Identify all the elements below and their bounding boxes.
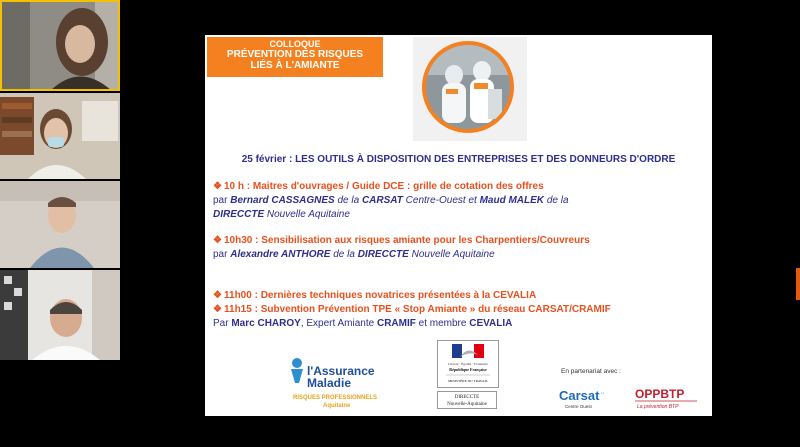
oppbtp-text: OPPBTP <box>635 387 685 401</box>
date-heading: 25 février : LES OUTILS À DISPOSITION DES ENTREPRISES ET DES DONNEURS D'ORDRE <box>241 154 676 165</box>
agenda-item-3-title: 11h00 : Dernières techniques novatrices présentées à la CEVALIA <box>224 290 537 301</box>
speaker-connector: de la <box>330 249 358 260</box>
assurance-sub-1: RISQUES PROFESSIONNELS <box>293 395 378 401</box>
participant-video-1 <box>0 0 120 91</box>
republique-francaise-logo <box>437 340 499 388</box>
assurance-maladie-logo <box>285 353 380 413</box>
colloque-title-badge <box>207 37 383 77</box>
rf-motto: Liberté · Égalité · Fraternité <box>448 362 488 366</box>
speaker-connector: de la <box>544 195 569 206</box>
participant-video-4 <box>0 270 120 360</box>
agenda-item-3-title-row <box>213 289 708 303</box>
speaker-connector: de la <box>334 195 362 206</box>
speaker-org: CEVALIA <box>469 318 513 329</box>
participant-video-2 <box>0 93 120 179</box>
participant-tile-3[interactable] <box>0 181 120 268</box>
badge-line-2: PRÉVENTION DES RISQUES <box>226 49 364 61</box>
speaker-name: Marc CHAROY <box>231 318 301 329</box>
speaker-org: DIRECCTE <box>357 249 409 260</box>
participant-tile-2[interactable] <box>0 93 120 179</box>
carsat-text: Carsat <box>559 388 600 403</box>
direccte-logo <box>437 391 497 409</box>
speaker-connector: , Expert Amiante <box>300 318 377 329</box>
speaker-org: CARSAT <box>361 195 403 206</box>
rf-name: République Française <box>449 367 487 372</box>
agenda-item-4-speakers <box>213 317 708 331</box>
bullet-diamond-icon: ❖ <box>213 290 222 301</box>
assurance-text-1: l'Assurance <box>307 364 375 378</box>
bullet-diamond-icon: ❖ <box>213 181 222 192</box>
participant-video-3 <box>0 181 120 268</box>
agenda-item-2-title-row <box>213 234 708 248</box>
window-edge-accent <box>796 268 800 300</box>
agenda-item-1 <box>213 180 708 222</box>
agenda-item-4 <box>213 303 708 331</box>
speaker-connector: Nouvelle Aquitaine <box>264 209 350 220</box>
speaker-name: Bernard CASSAGNES <box>230 195 335 206</box>
carsat-logo <box>557 387 619 411</box>
badge-line-3: LIÉS À L'AMIANTE <box>250 60 340 72</box>
speaker-connector: et membre <box>415 318 470 329</box>
agenda-item-2-speakers <box>213 248 708 262</box>
speaker-name: Alexandre ANTHORE <box>230 249 331 260</box>
speaker-connector: Nouvelle Aquitaine <box>408 249 495 260</box>
speaker-name: Maud MALEK <box>479 195 545 206</box>
rf-ministry: MINISTÈRE DU TRAVAIL <box>448 379 488 383</box>
badge-line-1: COLLOQUE <box>269 39 321 49</box>
agenda-item-4-title-row <box>213 303 708 317</box>
agenda-item-2-title: 10h30 : Sensibilisation aux risques amiante pour les Charpentiers/Couvreurs <box>224 235 590 246</box>
participant-tile-1[interactable] <box>0 0 120 91</box>
assurance-text-2: Maladie <box>307 376 352 390</box>
asbestos-workers-photo <box>422 41 514 133</box>
agenda-item-1-title-row <box>213 180 708 194</box>
bullet-diamond-icon: ❖ <box>213 304 222 315</box>
agenda-item-2 <box>213 234 708 262</box>
direccte-logo-line-1: DIRECCTE <box>454 395 480 400</box>
agenda-item-1-speakers-cont <box>213 208 708 222</box>
speaker-prefix: par <box>213 195 231 206</box>
asbestos-workers-photo-frame <box>413 37 527 141</box>
agenda-item-1-speakers <box>213 194 708 208</box>
agenda-item-3 <box>213 289 708 303</box>
speaker-prefix: par <box>213 249 231 260</box>
carsat-sub: Centre Ouest <box>565 404 592 409</box>
participant-tile-4[interactable] <box>0 270 120 360</box>
speaker-prefix: Par <box>213 318 232 329</box>
shared-slide <box>205 35 712 416</box>
speaker-org: CRAMIF <box>376 318 416 329</box>
svg-text:▪ ▪: ▪ ▪ <box>601 391 604 395</box>
partner-label: En partenariat avec : <box>561 368 621 375</box>
agenda-item-1-title: 10 h : Maitres d'ouvrages / Guide DCE : grille de cotation des offres <box>224 181 544 192</box>
bullet-diamond-icon: ❖ <box>213 235 222 246</box>
speaker-connector: Centre-Ouest et <box>402 195 480 206</box>
speaker-org: DIRECCTE <box>213 209 265 220</box>
oppbtp-logo <box>633 387 703 411</box>
oppbtp-sub: La prévention BTP <box>637 404 679 410</box>
direccte-logo-line-2: Nouvelle-Aquitaine <box>447 402 487 407</box>
agenda-item-4-title: 11h15 : Subvention Prévention TPE « Stop Amiante » du réseau CARSAT/CRAMIF <box>224 304 611 315</box>
assurance-sub-2: Aquitaine <box>323 403 351 409</box>
